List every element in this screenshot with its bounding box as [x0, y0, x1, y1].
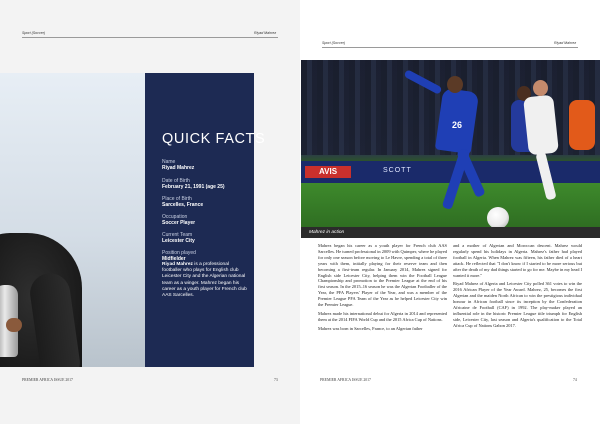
player-head	[447, 76, 463, 93]
fact-date-of-birth	[162, 178, 225, 190]
fact-value: Sarcelles, France	[162, 202, 204, 208]
shirt-number: 26	[452, 120, 463, 130]
fact-label: Current Team	[162, 232, 193, 238]
running-head-center-left: Riyad Mahrez	[254, 31, 277, 35]
fact-label: Date of Birth	[162, 178, 190, 184]
fact-label: Occupation	[162, 214, 188, 220]
fact-current-team	[162, 232, 195, 244]
opponent-head	[533, 80, 548, 96]
page-number-left: 73	[274, 378, 278, 382]
header-rule-right	[322, 47, 578, 48]
right-page	[300, 0, 600, 424]
fact-value: Soccer Player	[162, 220, 196, 226]
bio-text: is a professional footballer who plays for English club Leicester City and the Algerian national team as a winger. Mahrez began his career as a youth player for French club AAS Sarcelles.	[162, 262, 247, 299]
article-column-2	[453, 243, 582, 332]
quick-facts-title: QUICK FACTS	[162, 131, 266, 147]
fact-occupation	[162, 214, 195, 226]
quick-facts-bio	[162, 262, 248, 299]
running-head-left: Sport (Soccer)	[22, 31, 46, 35]
fact-label: Place of Birth	[162, 196, 192, 202]
fact-place-of-birth	[162, 196, 203, 208]
article-paragraph: Riyad Mahrez of Algeria and Leicester City polled 361 votes to win the 2016 African Player of the Year Award. Mahrez, 25, becomes the first Algerian and the maiden North African to win the prestigious individual honour in African football since its inception by the Confederation Africaine de Football (CAF) in 1992. The play-maker played an influential role in the historic Premier League title triumph for English side, Leicester City, last season and Algeria's qualification to the Total Africa Cup of Nations Gabon 2017.	[453, 281, 582, 328]
photo-caption: Mahrez in action	[301, 227, 600, 238]
bio-name: Riyad Mahrez	[162, 262, 193, 267]
opponent-body	[523, 95, 559, 156]
fact-label: Name	[162, 159, 176, 165]
article-paragraph: Mahrez was born in Sarcelles, France, to an Algerian father	[318, 325, 423, 331]
running-head-right: Riyad Mahrez	[554, 41, 577, 45]
header-rule	[22, 37, 278, 38]
board-text: SCOTT	[383, 167, 412, 174]
fact-value: February 21, 1991 (age 25)	[162, 184, 225, 190]
quick-facts-panel	[145, 73, 266, 367]
hand-shape	[6, 318, 22, 332]
fact-value: Midfielder	[162, 256, 186, 262]
article-paragraph: and a mother of Algerian and Moroccan descent. Mahrez would regularly spend his holidays in Algeria. Mahrez's father had played football in Algeria. When Mahrez was fifteen, his father died of a heart attack. He reflected that "I don't know if I started to be more serious but after the death of my dad things started to go for me. Maybe in my head I wanted it more."	[453, 243, 582, 278]
page-number-right: 74	[573, 378, 577, 382]
action-photo	[301, 60, 600, 227]
fact-position	[162, 250, 196, 262]
folio-publication-right: PREMIER AFRICA ISSUE 2017	[320, 378, 371, 382]
article-column-1	[318, 243, 447, 335]
portrait-photo	[0, 73, 145, 367]
background-player	[569, 100, 595, 150]
running-head-center-right: Sport (Soccer)	[322, 41, 346, 45]
folio-publication-left: PREMIER AFRICA ISSUE 2017	[22, 378, 73, 382]
fact-value: Riyad Mahrez	[162, 165, 195, 171]
fact-value: Leicester City	[162, 238, 195, 244]
article-paragraph: Mahrez made his international debut for Algeria in 2014 and represented them at the 2014 FIFA World Cup and the 2015 Africa Cup of Nations.	[318, 310, 447, 322]
article-paragraph: Mahrez began his career as a youth player for French club AAS Sarcelles. He turned professional in 2009 with Quimper, where he played for only one season before moving to Le Havre, spending a total of three years with them, initially playing for their reserve team and then becoming a first-team regular. In January 2014, Mahrez signed for English side Leicester City, helping them win the Football League Championship and promotion to the Premier League at the end of his first season. In the 2015–16 season he was the Algerian Footballer of the Year, the PFA Players' Player of the Year, and was a member of the Premier League PFA Team of the Year as he helped Leicester City win the Premier League.	[318, 243, 447, 308]
football	[487, 207, 509, 227]
fact-name	[162, 159, 194, 171]
fact-label: Position played	[162, 250, 196, 256]
board-logo: AVIS	[305, 166, 351, 178]
